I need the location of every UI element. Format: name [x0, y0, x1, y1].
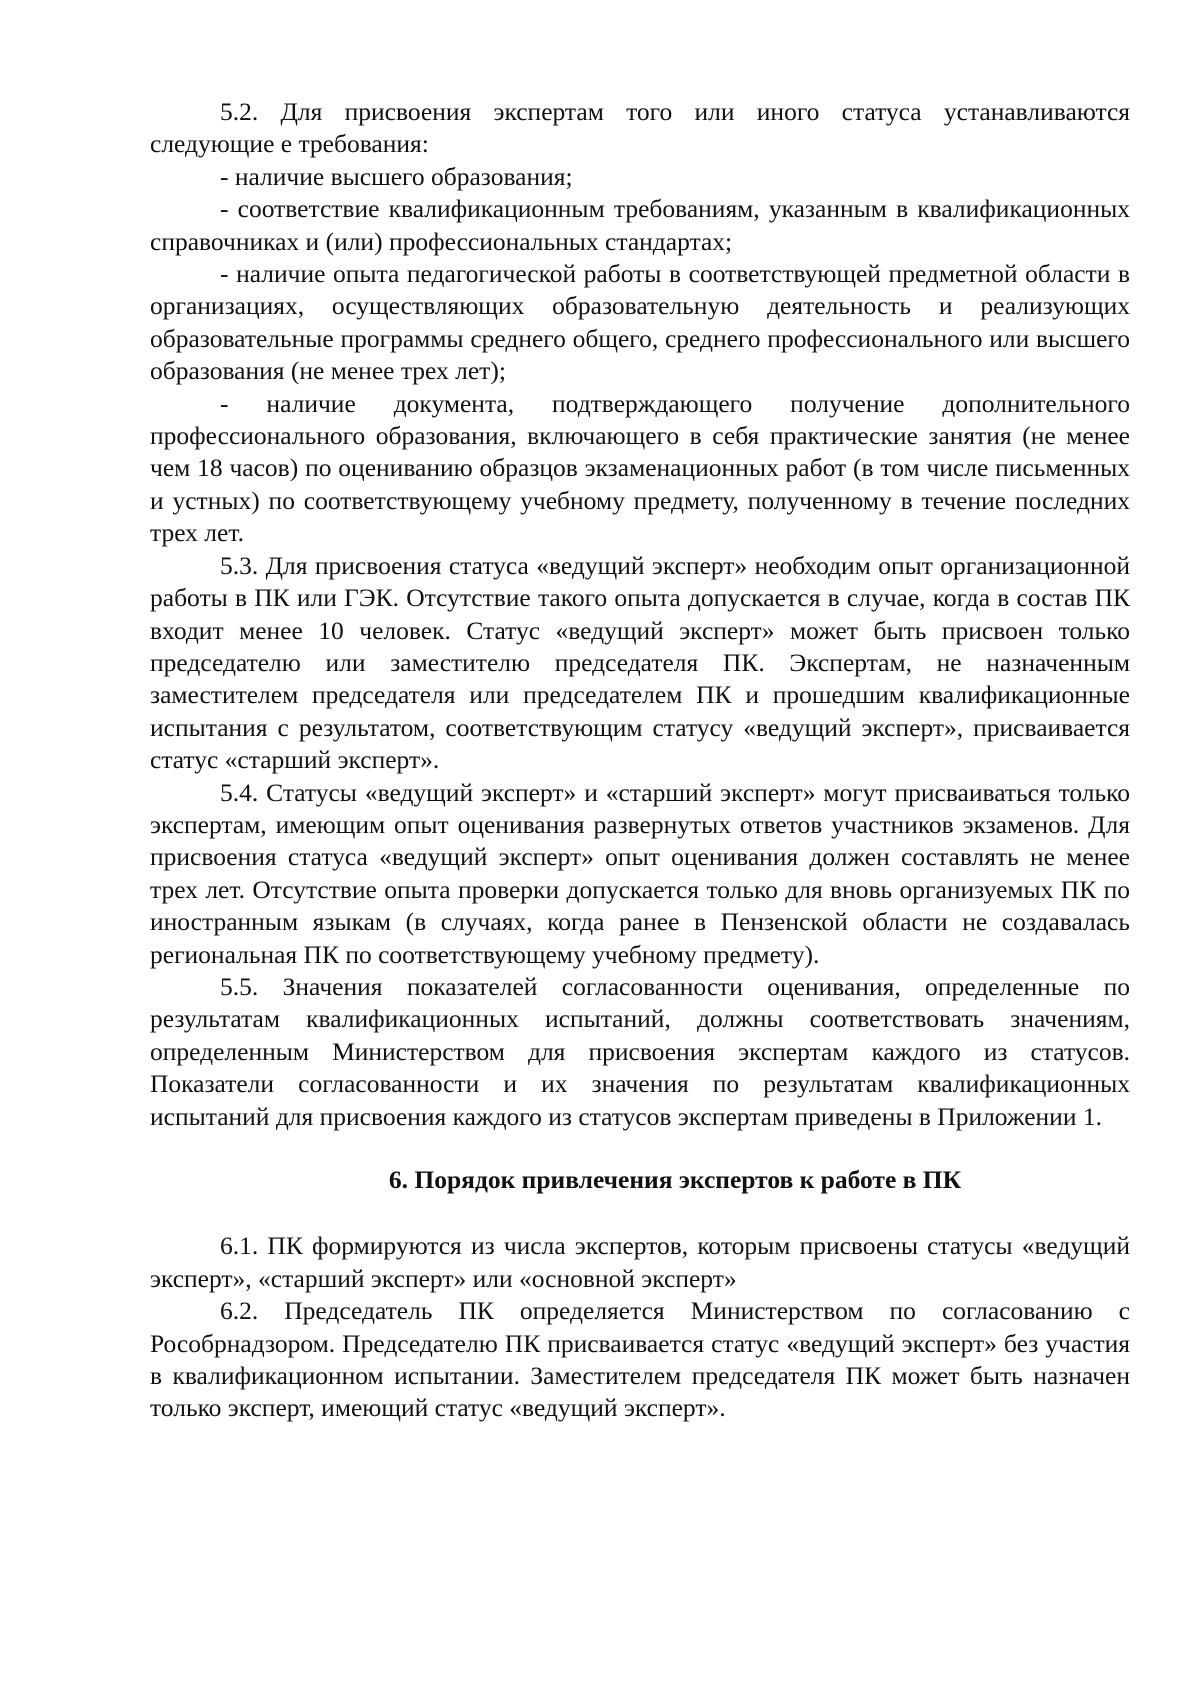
document-page — [150, 96, 1130, 1425]
section-heading-6: 6. Порядок привлечения экспертов к работе в ПК — [388, 1165, 962, 1194]
list-item-teaching-experience: - наличие опыта педагогической работы в соответствующей предметной области в организациях, осуществляющих образовательную деятельность и реализующих образовательные программы среднего общего, среднего профессионального или высшего образования (не менее трех лет); — [150, 259, 1130, 386]
paragraph-6-2: 6.2. Председатель ПК определяется Министерством по согласованию с Рособрнадзором. Председателю ПК присваивается статус «ведущий эксперт» без участия в квалификационном испытании. Заместителем председателя ПК может быть назначен только эксперт, имеющий статус «ведущий эксперт». — [150, 1296, 1130, 1423]
paragraph-5-5: 5.5. Значения показателей согласованности оценивания, определенные по результатам квалификационных испытаний, должны соответствовать значениям, определенным Министерством для присвоения экспертам каждого из статусов. Показатели согласованности и их значения по результатам квалификационных испытаний для присвоения каждого из статусов экспертам приведены в Приложении 1. — [150, 971, 1130, 1131]
paragraph-5-3: 5.3. Для присвоения статуса «ведущий эксперт» необходим опыт организационной работы в ПК или ГЭК. Отсутствие такого опыта допускается в случае, когда в состав ПК входит менее 10 человек. Статус «ведущий эксперт» может быть присвоен только председателю или заместителю председателя ПК. Экспертам, не назначенным заместителем председателя или председателем ПК и прошедшим квалификационные испытания с результатом, соответствующим статусу «ведущий эксперт», присваивается статус «старший эксперт». — [150, 550, 1130, 775]
paragraph-6-1: 6.1. ПК формируются из числа экспертов, которым присвоены статусы «ведущий эксперт», «старший эксперт» или «основной эксперт» — [150, 1231, 1130, 1293]
list-item-additional-education: - наличие документа, подтверждающего получение дополнительного профессионального образования, включающего в себя практические занятия (не менее чем 18 часов) по оцениванию образцов экзаменационных работ (в том числе письменных и устных) по соответствующему учебному предмету, полученному в течение последних трех лет. — [150, 388, 1130, 548]
paragraph-5-4: 5.4. Статусы «ведущий эксперт» и «старший эксперт» могут присваиваться только экспертам, имеющим опыт оценивания развернутых ответов участников экзаменов. Для присвоения статуса «ведущий эксперт» опыт оценивания должен составлять не менее трех лет. Отсутствие опыта проверки допускается только для вновь организуемых ПК по иностранным языкам (в случаях, когда ранее в Пензенской области не создавалась региональная ПК по соответствующему учебному предмету). — [150, 777, 1130, 969]
list-item-qualification-requirements: - соответствие квалификационным требованиям, указанным в квалификационных справочниках и (или) профессиональных стандартах; — [150, 194, 1130, 256]
paragraph-5-2: 5.2. Для присвоения экспертам того или иного статуса устанавливаются следующие е требования: — [150, 97, 1130, 159]
list-item-higher-education: - наличие высшего образования; — [220, 161, 573, 191]
